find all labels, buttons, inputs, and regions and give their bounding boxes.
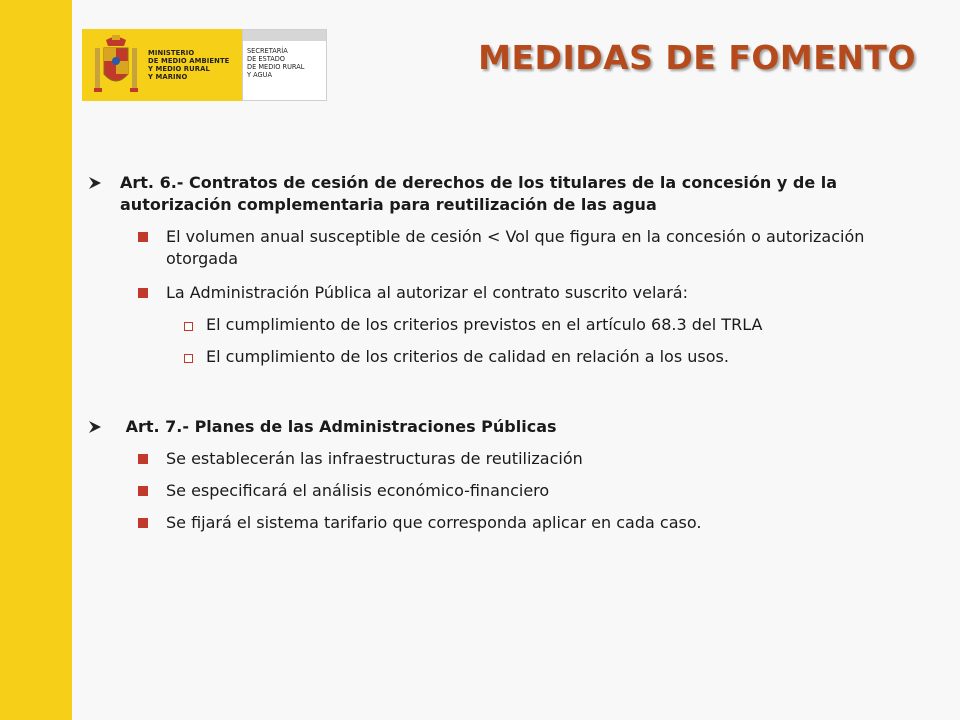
item-text: Se fijará el sistema tarifario que corresponda aplicar en cada caso. — [166, 513, 702, 532]
logo-grey-strip — [243, 30, 326, 41]
heading-text: Art. 7.- Planes de las Administraciones Públicas — [120, 417, 557, 436]
subitem-text: El cumplimiento de los criterios de calidad en relación a los usos. — [206, 347, 729, 366]
checkbox-bullet-icon — [184, 354, 193, 363]
square-bullet-icon — [138, 518, 148, 528]
square-bullet-icon — [138, 454, 148, 464]
item-text: La Administración Pública al autorizar el contrato suscrito velará: — [166, 283, 688, 302]
page-title: MEDIDAS DE FOMENTO — [478, 38, 916, 77]
subitem-text: El cumplimiento de los criterios previstos en el artículo 68.3 del TRLA — [206, 315, 763, 334]
heading-text: Art. 6.- Contratos de cesión de derechos de los titulares de la concesión y de la autorización complementaria para reutilización de las agua — [120, 173, 838, 214]
coat-of-arms-icon — [92, 34, 140, 96]
list-item — [88, 226, 928, 270]
ministry-logo — [82, 29, 327, 101]
ministry-name: MINISTERIO DE MEDIO AMBIENTE Y MEDIO RURAL Y MARINO — [148, 49, 230, 81]
logo-yellow-panel — [82, 29, 242, 101]
left-accent-band — [0, 0, 72, 720]
list-item — [88, 512, 928, 534]
list-item — [88, 480, 928, 502]
square-bullet-icon — [138, 486, 148, 496]
arrow-bullet-icon — [88, 176, 102, 190]
sub-list-item — [88, 346, 928, 368]
square-bullet-icon — [138, 288, 148, 298]
section-heading-art7 — [88, 416, 928, 438]
item-text: Se especificará el análisis económico-financiero — [166, 481, 550, 500]
item-text: El volumen anual susceptible de cesión < Vol que figura en la concesión o autorización otorgada — [166, 227, 865, 268]
list-item — [88, 448, 928, 470]
secretariat-name: SECRETARÍA DE ESTADO DE MEDIO RURAL Y AGUA — [247, 47, 305, 79]
list-item — [88, 282, 928, 304]
arrow-bullet-icon — [88, 420, 102, 434]
item-text: Se establecerán las infraestructuras de reutilización — [166, 449, 583, 468]
logo-white-panel — [242, 29, 327, 101]
checkbox-bullet-icon — [184, 322, 193, 331]
slide-content — [88, 172, 928, 534]
section-heading-art6 — [88, 172, 928, 216]
sub-list-item — [88, 314, 928, 336]
square-bullet-icon — [138, 232, 148, 242]
